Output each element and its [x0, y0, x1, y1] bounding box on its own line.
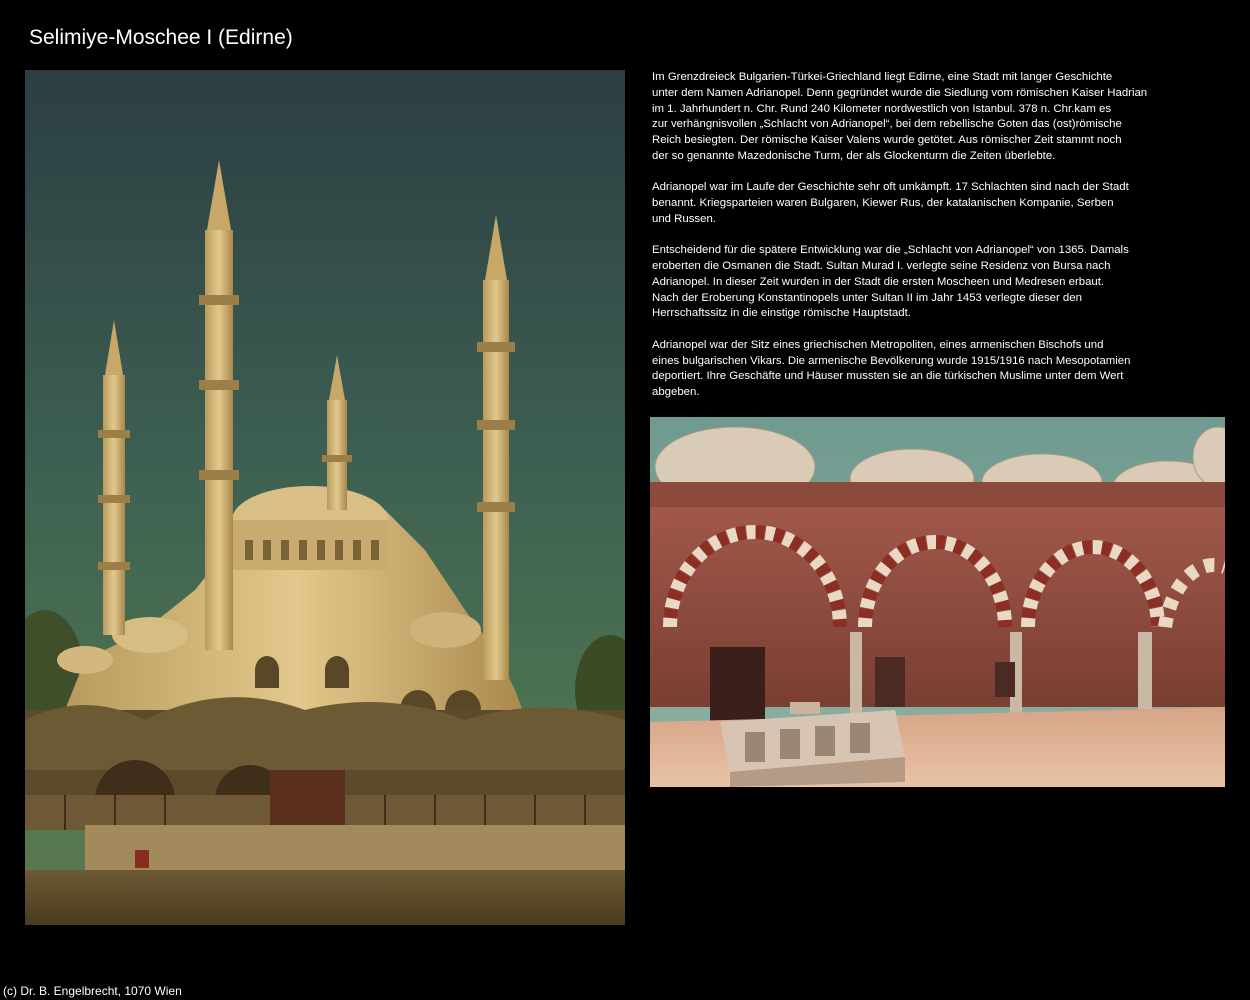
description-paragraph: Adrianopel war der Sitz eines griechischen Metropoliten, eines armenischen Bischofs und eines bulgarischen Vikars. Die armenische Bevölkerung wurde 1915/1916 nach Mesopotamien deportiert. Ihre Geschäfte und Häuser mussten sie an die türkischen Muslime unter dem Wert abgeben.: [652, 338, 1131, 398]
description-paragraph: Entscheidend für die spätere Entwicklung war die „Schlacht von Adrianopel“ von 1365. Damals eroberten die Osmanen die Stadt. Sultan Murad I. verlegte seine Residenz von Bursa nach Adrianopel. In dieser Zeit wurden in der Stadt die ersten Moscheen und Medresen erbaut. Nach der Eroberung Konstantinopels unter Sultan II im Jahr 1453 verlegte dieser den Herrschaftssitz in die einstige römische Hauptstadt.: [652, 244, 1129, 320]
page-title: Selimiye-Moschee I (Edirne): [29, 26, 293, 49]
courtyard-photo[interactable]: [650, 417, 1225, 787]
mosque-photo[interactable]: [25, 70, 625, 925]
mosque-illustration: [25, 70, 625, 925]
copyright-footer: (c) Dr. B. Engelbrecht, 1070 Wien: [3, 984, 182, 998]
courtyard-illustration: [650, 417, 1225, 787]
description-paragraph: Adrianopel war im Laufe der Geschichte sehr oft umkämpft. 17 Schlachten sind nach der Stadt benannt. Kriegsparteien waren Bulgaren, Kiewer Rus, der katalanischen Kompanie, Serben und Russen.: [652, 181, 1129, 225]
description-paragraph: Im Grenzdreieck Bulgarien-Türkei-Griechland liegt Edirne, eine Stadt mit langer Geschichte unter dem Namen Adrianopel. Denn gegründet wurde die Siedlung vom römischen Kaiser Hadrian im 1. Jahrhundert n. Chr. Rund 240 Kilometer nordwestlich von Istanbul. 378 n. Chr.kam es zur verhängnisvollen „Schlacht von Adrianopel“, bei dem rebellische Goten das (ost)römische Reich besiegten. Der römische Kaiser Valens wurde getötet. Aus römischer Zeit stammt noch der so genannte Mazedonische Turm, der als Glockenturm die Zeiten überlebte.: [652, 71, 1148, 162]
description-text: [652, 70, 1192, 417]
